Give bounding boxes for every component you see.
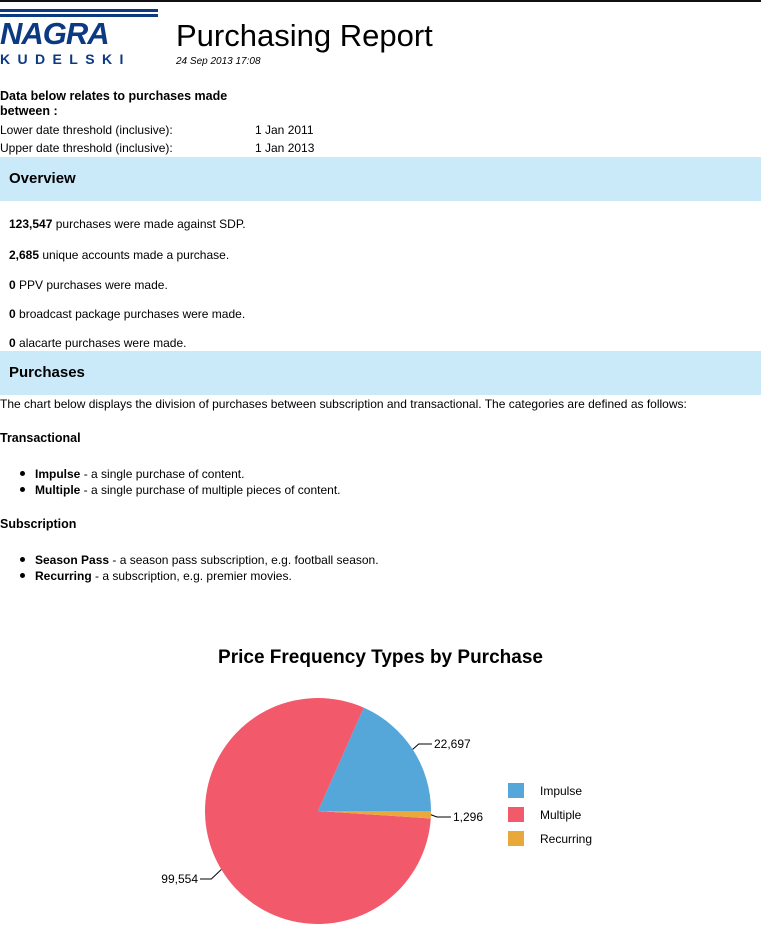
lower-threshold-value: 1 Jan 2011 (255, 123, 314, 137)
definition: - a single purchase of multiple pieces of content. (83, 483, 341, 497)
logo-nagra-text: NAGRA (0, 16, 109, 51)
term: Multiple (35, 483, 81, 497)
term: Season Pass (35, 553, 110, 567)
date-range-intro: Data below relates to purchases made between : (0, 89, 228, 118)
leader-line (413, 744, 432, 749)
data-label-recurring: 1,296 (453, 810, 484, 824)
definition: - a season pass subscription, e.g. football season. (112, 553, 379, 567)
purchases-heading: Purchases (9, 364, 85, 381)
stat-value: 123,547 (9, 217, 53, 231)
legend-item-impulse-swatch (508, 783, 524, 798)
stat-text: unique accounts made a purchase. (42, 248, 230, 262)
data-label-impulse: 22,697 (434, 737, 471, 751)
stat-text: purchases were made against SDP. (55, 217, 246, 231)
definition: - a subscription, e.g. premier movies. (95, 569, 292, 583)
legend-item-multiple-swatch (508, 807, 524, 822)
report-timestamp: 24 Sep 2013 17:08 (176, 56, 261, 67)
term: Recurring (35, 569, 92, 583)
stat-text: PPV purchases were made. (19, 278, 168, 292)
term: Impulse (35, 467, 81, 481)
overview-heading: Overview (9, 170, 76, 187)
stat-value: 0 (9, 278, 16, 292)
subscription-heading: Subscription (0, 517, 77, 531)
leader-line (200, 870, 221, 879)
transactional-heading: Transactional (0, 431, 81, 445)
data-label-multiple: 99,554 (161, 872, 198, 886)
leader-line (431, 815, 451, 817)
report-title: Purchasing Report (176, 18, 433, 53)
upper-threshold-label: Upper date threshold (inclusive): (0, 141, 173, 155)
definition: - a single purchase of content. (83, 467, 245, 481)
stat-value: 0 (9, 307, 16, 321)
legend-item-multiple-label: Multiple (540, 808, 582, 822)
legend-item-recurring-swatch (508, 831, 524, 846)
legend-item-impulse-label: Impulse (540, 784, 583, 798)
upper-threshold-value: 1 Jan 2013 (255, 141, 315, 155)
stat-text: alacarte purchases were made. (19, 336, 187, 350)
stat-value: 2,685 (9, 248, 40, 262)
chart-title: Price Frequency Types by Purchase (218, 647, 543, 668)
logo-kudelski-text: KUDELSKI (0, 51, 131, 67)
purchases-description: The chart below displays the division of purchases between subscription and transactional. The categories are defined as follows: (0, 397, 687, 411)
stat-value: 0 (9, 336, 16, 350)
legend-item-recurring-label: Recurring (540, 832, 593, 846)
stat-text: broadcast package purchases were made. (19, 307, 246, 321)
lower-threshold-label: Lower date threshold (inclusive): (0, 123, 173, 137)
